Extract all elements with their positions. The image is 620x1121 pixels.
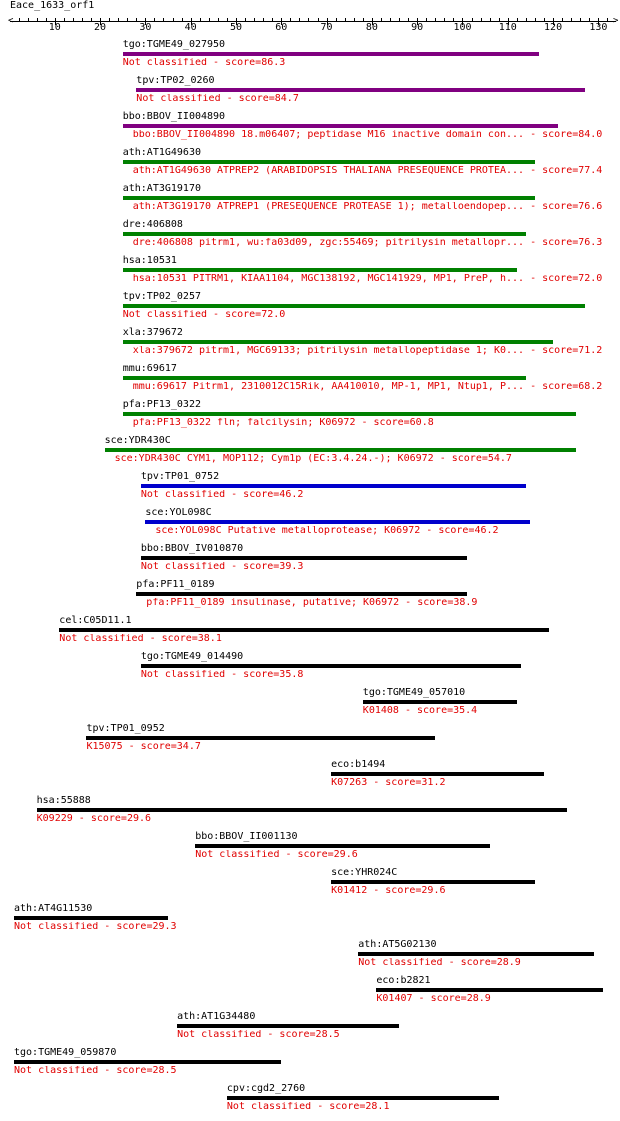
hit-description: K01412 - score=29.6 [331, 886, 446, 896]
hit-description: Not classified - score=28.5 [14, 1066, 177, 1076]
ruler-tick-label: 70 [320, 22, 333, 33]
hit-description: Not classified - score=84.7 [136, 94, 299, 104]
query-title: Eace_1633_orf1 [10, 0, 95, 11]
hit-name: hsa:10531 [122, 255, 177, 266]
hit-name: tpv:TP01_0952 [86, 723, 165, 734]
ruler-left-arrow: < [8, 16, 14, 26]
hit-bar [331, 880, 535, 884]
hit-description: sce:YDR430C CYM1, MOP112; Cym1p (EC:3.4.24.-); K06972 - score=54.7 [114, 454, 512, 464]
ruler-minor-tick [109, 18, 110, 22]
hit-description: pfa:PF13_0322 fln; falcilysin; K06972 - score=60.8 [132, 418, 434, 428]
hit-name: tgo:TGME49_057010 [362, 687, 466, 698]
hit-bar [376, 988, 603, 992]
ruler-minor-tick [37, 18, 38, 22]
ruler-right-arrow: > [612, 16, 619, 26]
ruler-minor-tick [163, 18, 164, 22]
hit-bar [123, 196, 535, 200]
hit-description: Not classified - score=29.3 [14, 922, 177, 932]
hit-bar [195, 844, 489, 848]
hit-description: K07263 - score=31.2 [331, 778, 446, 788]
hit-description: ath:AT1G49630 ATPREP2 (ARABIDOPSIS THALIANA PRESEQUENCE PROTEA... - score=77.4 [132, 166, 603, 176]
hit-bar [37, 808, 567, 812]
hit-bar [227, 1096, 499, 1100]
hit-bar [59, 628, 548, 632]
hit-description: Not classified - score=35.8 [140, 670, 304, 680]
hit-bar [14, 916, 168, 920]
ruler-minor-tick [254, 18, 255, 22]
hit-bar [177, 1024, 399, 1028]
hit-name: tgo:TGME49_027950 [122, 39, 226, 50]
ruler-minor-tick [481, 18, 482, 22]
ruler-minor-tick [472, 18, 473, 22]
hit-name: cpv:cgd2_2760 [226, 1083, 306, 1094]
hit-description: K01408 - score=35.4 [362, 706, 478, 716]
ruler-minor-tick [535, 18, 536, 22]
hit-description: mmu:69617 Pitrm1, 2310012C15Rik, AA410010, MP-1, MP1, Ntup1, P... - score=68.2 [132, 382, 603, 392]
hit-name: tgo:TGME49_014490 [140, 651, 244, 662]
hit-name: pfa:PF11_0189 [136, 579, 215, 590]
hit-description: ath:AT3G19170 ATPREP1 (PRESEQUENCE PROTEASE 1); metalloendopep... - score=76.6 [132, 202, 603, 212]
ruler-minor-tick [308, 18, 309, 22]
ruler-minor-tick [345, 18, 346, 22]
hit-description: hsa:10531 PITRM1, KIAA1104, MGC138192, MGC141929, MP1, PreP, h... - score=72.0 [132, 274, 603, 284]
hit-bar [123, 160, 535, 164]
ruler-tick-label: 90 [411, 22, 424, 33]
hit-description: Not classified - score=28.5 [177, 1030, 340, 1040]
hit-description: Not classified - score=38.1 [59, 634, 222, 644]
hit-bar [331, 772, 544, 776]
ruler-minor-tick [154, 18, 155, 22]
hit-name: bbo:BBOV_II001130 [195, 831, 298, 842]
ruler-minor-tick [118, 18, 119, 22]
hit-name: ath:AT1G49630 [122, 147, 201, 158]
hit-bar [86, 736, 435, 740]
ruler-minor-tick [526, 18, 527, 22]
hit-name: sce:YDR430C [104, 435, 171, 446]
hit-name: sce:YHR024C [331, 867, 398, 878]
ruler-tick-label: 110 [498, 22, 517, 33]
ruler-tick-label: 80 [365, 22, 378, 33]
ruler-minor-tick [562, 18, 563, 22]
ruler-minor-tick [363, 18, 364, 22]
ruler-minor-tick [19, 18, 20, 22]
hit-description: K09229 - score=29.6 [36, 814, 152, 824]
hit-name: hsa:55888 [36, 795, 91, 806]
hit-bar [105, 448, 576, 452]
ruler-minor-tick [444, 18, 445, 22]
hit-description: Not classified - score=72.0 [122, 310, 286, 320]
hit-name: ath:AT3G19170 [122, 183, 201, 194]
hit-bar [123, 412, 576, 416]
ruler-minor-tick [272, 18, 273, 22]
ruler-minor-tick [318, 18, 319, 22]
hit-bar [141, 556, 467, 560]
hit-description: K01407 - score=28.9 [376, 994, 491, 1004]
ruler-minor-tick [218, 18, 219, 22]
hit-name: tpv:TP02_0260 [136, 75, 215, 86]
ruler-minor-tick [426, 18, 427, 22]
hit-description: Not classified - score=29.6 [195, 850, 358, 860]
ruler-minor-tick [173, 18, 174, 22]
ruler-minor-tick [571, 18, 572, 22]
hit-name: cel:C05D11.1 [59, 615, 132, 626]
ruler-minor-tick [28, 18, 29, 22]
hit-name: mmu:69617 [122, 363, 177, 374]
ruler-minor-tick [435, 18, 436, 22]
hit-name: tpv:TP01_0752 [140, 471, 220, 482]
ruler-minor-tick [490, 18, 491, 22]
hit-description: Not classified - score=46.2 [140, 490, 304, 500]
ruler-minor-tick [200, 18, 201, 22]
ruler-minor-tick [517, 18, 518, 22]
hit-name: bbo:BBOV_II004890 [122, 111, 226, 122]
ruler-minor-tick [127, 18, 128, 22]
hit-name: bbo:BBOV_IV010870 [140, 543, 244, 554]
hit-name: pfa:PF13_0322 [122, 399, 201, 410]
hit-bar [123, 52, 540, 56]
ruler-minor-tick [580, 18, 581, 22]
hit-bar [123, 124, 558, 128]
ruler-minor-tick [299, 18, 300, 22]
ruler-minor-tick [354, 18, 355, 22]
ruler-tick-label: 40 [184, 22, 197, 33]
hit-description: Not classified - score=28.1 [226, 1102, 390, 1112]
ruler-tick-label: 120 [544, 22, 563, 33]
ruler-minor-tick [290, 18, 291, 22]
hit-bar [14, 1060, 281, 1064]
hit-bar [123, 376, 526, 380]
ruler-tick-label: 100 [453, 22, 472, 33]
hit-bar [358, 952, 594, 956]
ruler-tick-label: 60 [275, 22, 288, 33]
hit-description: K15075 - score=34.7 [86, 742, 201, 752]
ruler-minor-tick [82, 18, 83, 22]
hit-description: Not classified - score=86.3 [122, 58, 286, 68]
hit-description: Not classified - score=39.3 [140, 562, 304, 572]
hit-bar [145, 520, 530, 524]
hit-description: bbo:BBOV_II004890 18.m06407; peptidase M16 inactive domain con... - score=84.0 [132, 130, 603, 140]
ruler-tick-label: 20 [94, 22, 107, 33]
ruler-tick-label: 50 [229, 22, 242, 33]
ruler-tick-label: 130 [589, 22, 608, 33]
hit-name: tgo:TGME49_059870 [14, 1047, 117, 1058]
ruler-minor-tick [64, 18, 65, 22]
ruler-minor-tick [73, 18, 74, 22]
hit-name: eco:b2821 [376, 975, 431, 986]
ruler-minor-tick [136, 18, 137, 22]
ruler-minor-tick [209, 18, 210, 22]
hit-name: sce:YOL098C [145, 507, 212, 518]
ruler-minor-tick [263, 18, 264, 22]
hit-name: ath:AT5G02130 [358, 939, 437, 950]
hit-name: ath:AT4G11530 [14, 903, 93, 914]
ruler-minor-tick [390, 18, 391, 22]
hit-bar [123, 232, 526, 236]
ruler-minor-tick [91, 18, 92, 22]
hit-name: xla:379672 [122, 327, 183, 338]
ruler-minor-tick [46, 18, 47, 22]
hit-description: Not classified - score=28.9 [358, 958, 521, 968]
hit-name: dre:406808 [122, 219, 183, 230]
ruler-minor-tick [182, 18, 183, 22]
hit-name: eco:b1494 [331, 759, 386, 770]
hit-bar [123, 304, 585, 308]
ruler-tick-label: 10 [48, 22, 61, 33]
ruler-minor-tick [227, 18, 228, 22]
hit-bar [123, 340, 553, 344]
hit-bar [141, 664, 522, 668]
hit-description: pfa:PF11_0189 insulinase, putative; K06972 - score=38.9 [146, 598, 478, 608]
hit-description: sce:YOL098C Putative metalloprotease; K06972 - score=46.2 [155, 526, 499, 536]
hit-bar [123, 268, 517, 272]
hit-name: ath:AT1G34480 [177, 1011, 256, 1022]
hit-bar [363, 700, 517, 704]
ruler-minor-tick [245, 18, 246, 22]
hit-description: dre:406808 pitrm1, wu:fa03d09, zgc:55469; pitrilysin metallopr... - score=76.3 [132, 238, 603, 248]
ruler-minor-tick [408, 18, 409, 22]
ruler-minor-tick [399, 18, 400, 22]
hit-name: tpv:TP02_0257 [122, 291, 201, 302]
hit-bar [136, 592, 467, 596]
ruler-minor-tick [336, 18, 337, 22]
hit-bar [141, 484, 526, 488]
hit-description: xla:379672 pitrm1, MGC69133; pitrilysin metallopeptidase 1; K0... - score=71.2 [132, 346, 603, 356]
ruler-tick-label: 30 [139, 22, 152, 33]
hit-bar [136, 88, 584, 92]
ruler-minor-tick [381, 18, 382, 22]
